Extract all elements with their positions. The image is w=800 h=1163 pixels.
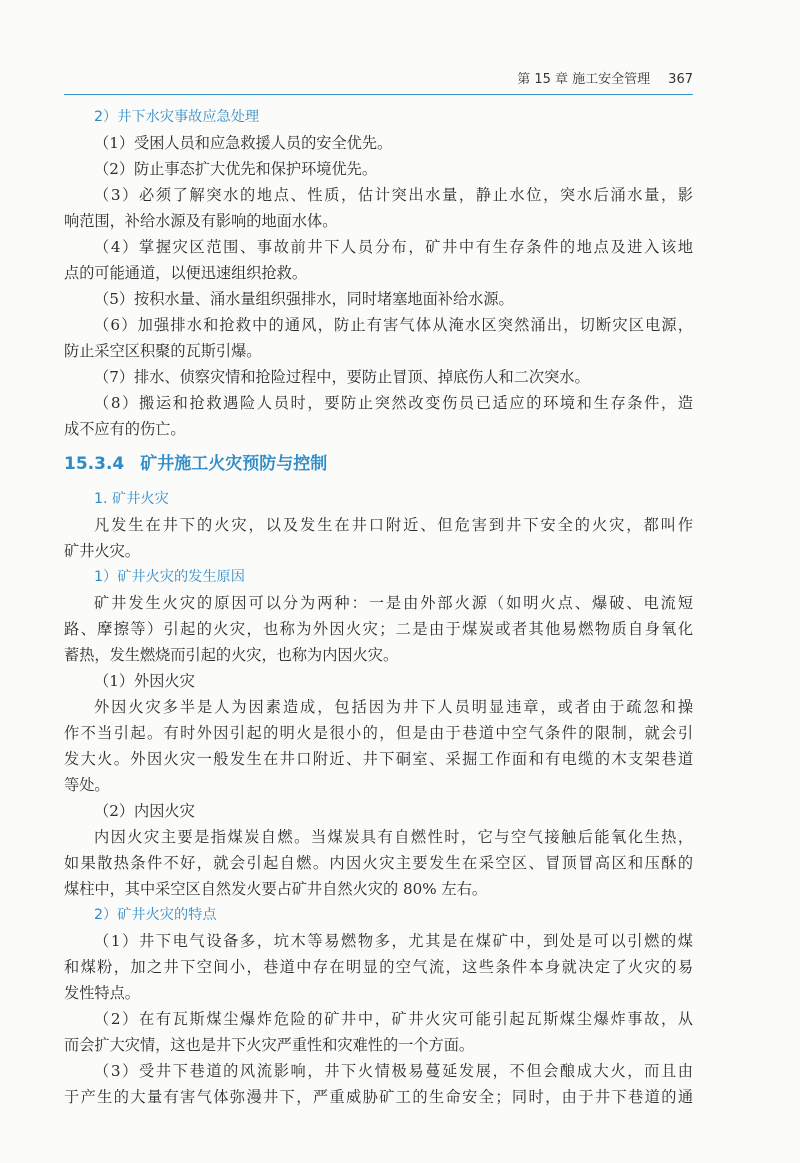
text-line: 发大火。外因火灾一般发生在井口附近、井下硐室、采掘工作面和有电缆的木支架巷道 bbox=[64, 750, 693, 768]
text-line: 点的可能通道，以便迅速组织抢救。 bbox=[64, 264, 307, 282]
text-line: 内因火灾主要是指煤炭自燃。当煤炭具有自燃性时，它与空气接触后能氧化生热， bbox=[94, 828, 693, 846]
chapter-title: 第 15 章 施工安全管理 bbox=[517, 72, 651, 87]
text-line: 作不当引起。有时外因引起的明火是很小的，但是由于巷道中空气条件的限制，就会引 bbox=[64, 724, 693, 742]
subheading: 2）井下水灾事故应急处理 bbox=[94, 109, 260, 125]
text-line: 于产生的大量有害气体弥漫井下，严重威胁矿工的生命安全；同时，由于井下巷道的通 bbox=[64, 1088, 693, 1106]
text-line: （8）搬运和抢救遇险人员时，要防止突然改变伤员已适应的环境和生存条件，造 bbox=[94, 394, 693, 412]
text-line: （2）内因火灾 bbox=[94, 802, 195, 820]
section-title: 矿井施工火灾预防与控制 bbox=[140, 454, 328, 474]
text-line: （3）必须了解突水的地点、性质，估计突出水量，静止水位，突水后涌水量，影 bbox=[94, 186, 693, 204]
text-line: （4）掌握灾区范围、事故前井下人员分布，矿井中有生存条件的地点及进入该地 bbox=[94, 238, 693, 256]
subheading: 1）矿井火灾的发生原因 bbox=[94, 569, 245, 585]
text-line: 外因火灾多半是人为因素造成，包括因为井下人员明显违章，或者由于疏忽和操 bbox=[94, 698, 693, 716]
page-number: 367 bbox=[668, 72, 693, 87]
text-line: （7）排水、侦察灾情和抢险过程中，要防止冒顶、掉底伤人和二次突水。 bbox=[94, 368, 590, 386]
text-line: 蓄热，发生燃烧而引起的火灾，也称为内因火灾。 bbox=[64, 646, 399, 664]
text-line: （3）受井下巷道的风流影响，井下火情极易蔓延发展，不但会酿成大火，而且由 bbox=[94, 1062, 693, 1080]
text-line: 矿井发生火灾的原因可以分为两种：一是由外部火源（如明火点、爆破、电流短 bbox=[94, 594, 693, 612]
text-line: 响范围，补给水源及有影响的地面水体。 bbox=[64, 212, 338, 230]
page-body bbox=[64, 104, 693, 1110]
text-line: 矿井火灾。 bbox=[64, 542, 140, 560]
text-line: （2）防止事态扩大优先和保护环境优先。 bbox=[94, 160, 378, 178]
text-line: 路、摩擦等）引起的火灾，也称为外因火灾；二是由于煤炭或者其他易燃物质自身氧化 bbox=[64, 620, 693, 638]
running-head bbox=[517, 68, 693, 87]
text-line: （5）按积水量、涌水量组织强排水，同时堵塞地面补给水源。 bbox=[94, 290, 514, 308]
section-heading bbox=[64, 442, 693, 486]
text-line: 而会扩大灾情，这也是井下火灾严重性和灾难性的一个方面。 bbox=[64, 1036, 475, 1054]
section-number: 15.3.4 bbox=[64, 454, 125, 474]
page-header bbox=[64, 64, 693, 95]
text-line: 如果散热条件不好，就会引起自燃。内因火灾主要发生在采空区、冒顶冒高区和压酥的 bbox=[64, 854, 693, 872]
text-line: （2）在有瓦斯煤尘爆炸危险的矿井中，矿井火灾可能引起瓦斯煤尘爆炸事故，从 bbox=[94, 1010, 693, 1028]
text-line: 防止采空区积聚的瓦斯引爆。 bbox=[64, 342, 262, 360]
text-line: 成不应有的伤亡。 bbox=[64, 420, 186, 438]
text-line: （6）加强排水和抢救中的通风，防止有害气体从淹水区突然涌出，切断灾区电源， bbox=[94, 316, 693, 334]
text-line: 等处。 bbox=[64, 776, 110, 794]
text-line: 煤柱中，其中采空区自然发火要占矿井自然火灾的 80% 左右。 bbox=[64, 880, 488, 898]
text-line: （1）受困人员和应急救援人员的安全优先。 bbox=[94, 134, 393, 152]
text-line: 和煤粉，加之井下空间小，巷道中存在明显的空气流，这些条件本身就决定了火灾的易 bbox=[64, 958, 693, 976]
subheading: 2）矿井火灾的特点 bbox=[94, 907, 217, 923]
text-line: （1）井下电气设备多，坑木等易燃物多，尤其是在煤矿中，到处是可以引燃的煤 bbox=[94, 932, 693, 950]
subheading: 1. 矿井火灾 bbox=[94, 491, 169, 507]
text-line: 凡发生在井下的火灾，以及发生在井口附近、但危害到井下安全的火灾，都叫作 bbox=[94, 516, 693, 534]
text-line: （1）外因火灾 bbox=[94, 672, 195, 690]
text-line: 发性特点。 bbox=[64, 984, 140, 1002]
